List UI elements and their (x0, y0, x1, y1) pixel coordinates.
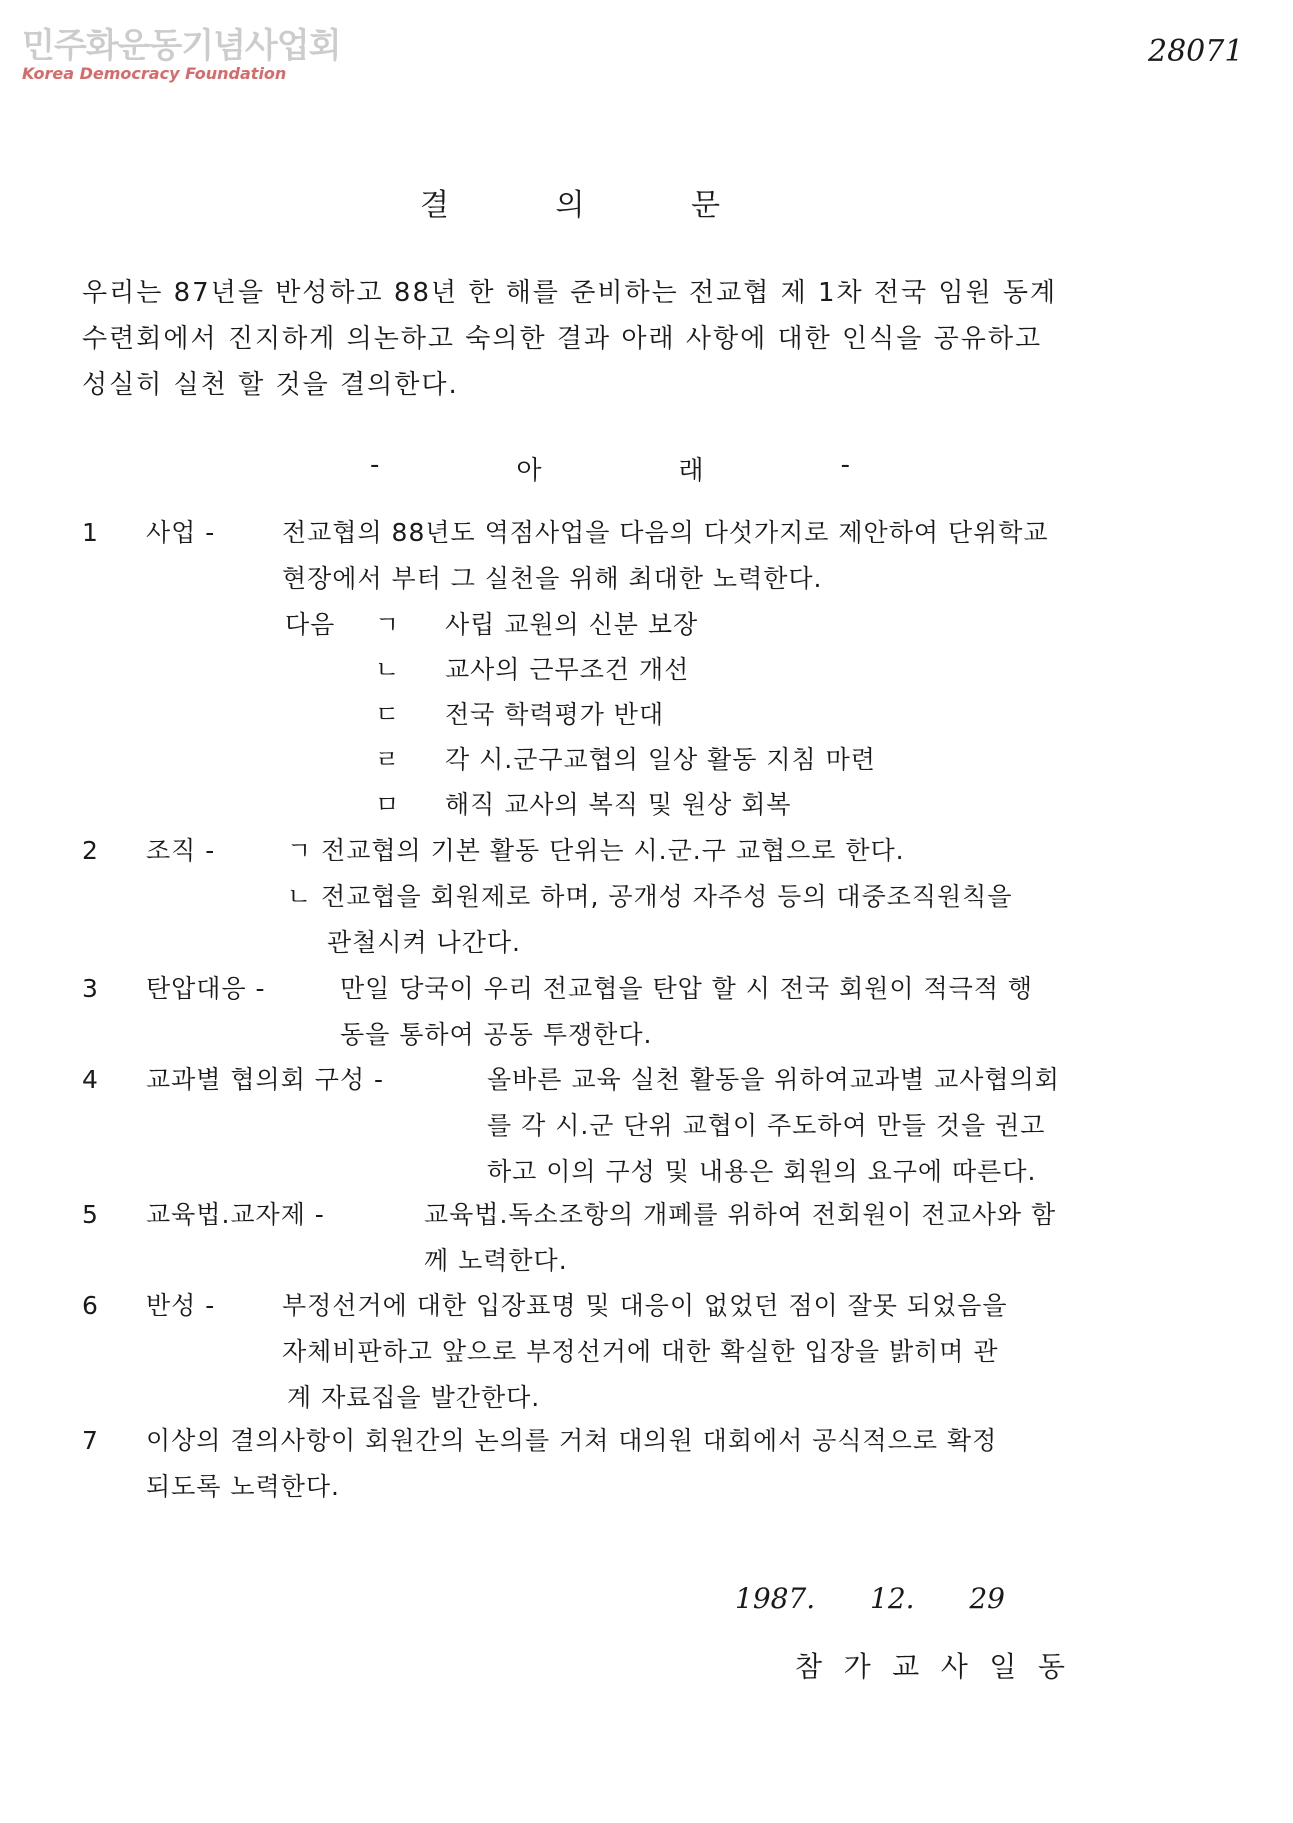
item-line: 하고 이의 구성 및 내용은 회원의 요구에 따른다. (487, 1157, 1037, 1186)
item-line: 이상의 결의사항이 회원간의 논의를 거쳐 대의원 대회에서 공식적으로 확정 (146, 1426, 998, 1455)
subheading-char: - (840, 450, 850, 480)
item-number: 6 (82, 1291, 99, 1320)
subheading (370, 450, 850, 487)
intro-line: 수련회에서 진지하게 의논하고 숙의한 결과 아래 사항에 대한 인식을 공유하고 (82, 324, 1043, 354)
sub-item (375, 605, 698, 641)
intro-line: 성실히 실천 할 것을 결의한다. (82, 370, 459, 400)
item-line: 관철시켜 나간다. (327, 928, 521, 957)
signature-char: 사 (940, 1650, 968, 1683)
sub-item-text: 사립 교원의 신분 보장 (445, 610, 699, 639)
sub-item (375, 650, 689, 686)
sub-item-marker: ㄷ (375, 700, 401, 729)
document-number: 28071 (1148, 34, 1244, 69)
subheading-char: 아 (516, 456, 542, 486)
subheading-char: - (370, 450, 380, 480)
sub-item (375, 695, 664, 731)
item-line: 자체비판하고 앞으로 부정선거에 대한 확실한 입장을 밝히며 관 (282, 1337, 999, 1366)
title-char: 문 (691, 188, 720, 223)
item-label: 탄압대응 - (146, 974, 266, 1003)
item-number: 4 (82, 1065, 99, 1094)
item-label: 조직 - (146, 836, 216, 865)
date-year: 1987. (735, 1582, 816, 1615)
watermark-korean: 민주화운동기념사업회 (22, 26, 341, 66)
intro-paragraph (82, 270, 1232, 408)
item-line: ㄱ 전교협의 기본 활동 단위는 시.군.구 교협으로 한다. (287, 836, 905, 865)
signature-char: 교 (892, 1650, 920, 1683)
item-label: 교과별 협의회 구성 - (146, 1065, 385, 1094)
item-line: 께 노력한다. (424, 1246, 568, 1275)
item-line: 교육법.독소조항의 개폐를 위하여 전회원이 전교사와 함 (424, 1200, 1057, 1229)
signature-char: 동 (1037, 1650, 1065, 1683)
sub-item-marker: ㄹ (375, 745, 401, 774)
sub-item-marker: ㄴ (375, 655, 401, 684)
item-line: 올바른 교육 실천 활동을 위하여교과별 교사협의회 (487, 1065, 1060, 1094)
resolution-item (82, 1057, 1232, 1197)
resolution-item (82, 966, 1232, 1061)
item-label: 사업 - (146, 518, 216, 547)
signature-char: 일 (989, 1650, 1017, 1683)
resolution-item (82, 510, 1232, 610)
date-month: 12. (870, 1582, 915, 1615)
intro-line: 우리는 87년을 반성하고 88년 한 해를 준비하는 전교협 제 1차 전국 임원 동계 (82, 278, 1058, 308)
item-line: 되도록 노력한다. (146, 1472, 340, 1501)
watermark-english: Korea Democracy Foundation (22, 64, 287, 83)
signature-char: 가 (843, 1650, 871, 1683)
item-line: ㄴ 전교협을 회원제로 하며, 공개성 자주성 등의 대중조직원칙을 (287, 882, 1013, 911)
resolution-item (82, 1418, 1232, 1513)
item-label: 교육법.교자제 - (146, 1200, 325, 1229)
item-number: 7 (82, 1426, 99, 1455)
item-line: 전교협의 88년도 역점사업을 다음의 다섯가지로 제안하여 단위학교 (282, 518, 1049, 547)
sub-item-marker: ㄱ (375, 610, 401, 639)
sub-item-text: 해직 교사의 복직 및 원상 회복 (445, 790, 792, 819)
sub-item (375, 785, 792, 821)
item-label: 반성 - (146, 1291, 216, 1320)
sub-item-text: 각 시.군구교협의 일상 활동 지침 마련 (445, 745, 876, 774)
resolution-item (82, 1283, 1232, 1423)
subheading-char: 래 (678, 456, 704, 486)
item-number: 5 (82, 1200, 99, 1229)
document-title (420, 180, 720, 224)
item-number: 2 (82, 836, 99, 865)
item-line: 를 각 시.군 단위 교협이 주도하여 만들 것을 권고 (487, 1111, 1046, 1140)
item-number: 3 (82, 974, 99, 1003)
resolution-item (82, 1192, 1232, 1287)
item-line: 만일 당국이 우리 전교협을 탄압 할 시 전국 회원이 적극적 행 (340, 974, 1034, 1003)
item-line: 계 자료집을 발간한다. (287, 1383, 541, 1412)
item-line: 부정선거에 대한 입장표명 및 대응이 없었던 점이 잘못 되었음을 (282, 1291, 1008, 1320)
item1-prefix: 다음 (285, 610, 336, 639)
item-number: 1 (82, 518, 99, 547)
title-char: 결 (420, 188, 449, 223)
signature (795, 1645, 1065, 1685)
signature-char: 참 (795, 1650, 823, 1683)
sub-item-marker: ㅁ (375, 790, 401, 819)
date-day: 29 (969, 1582, 1005, 1615)
sub-item-text: 교사의 근무조건 개선 (445, 655, 690, 684)
item-line: 동을 통하여 공동 투쟁한다. (340, 1020, 653, 1049)
sub-item (375, 740, 876, 776)
title-char: 의 (555, 188, 585, 223)
resolution-item (82, 828, 1232, 968)
item-line: 현장에서 부터 그 실천을 위해 최대한 노력한다. (282, 564, 823, 593)
sub-item-text: 전국 학력평가 반대 (445, 700, 665, 729)
document-date (735, 1582, 1005, 1615)
